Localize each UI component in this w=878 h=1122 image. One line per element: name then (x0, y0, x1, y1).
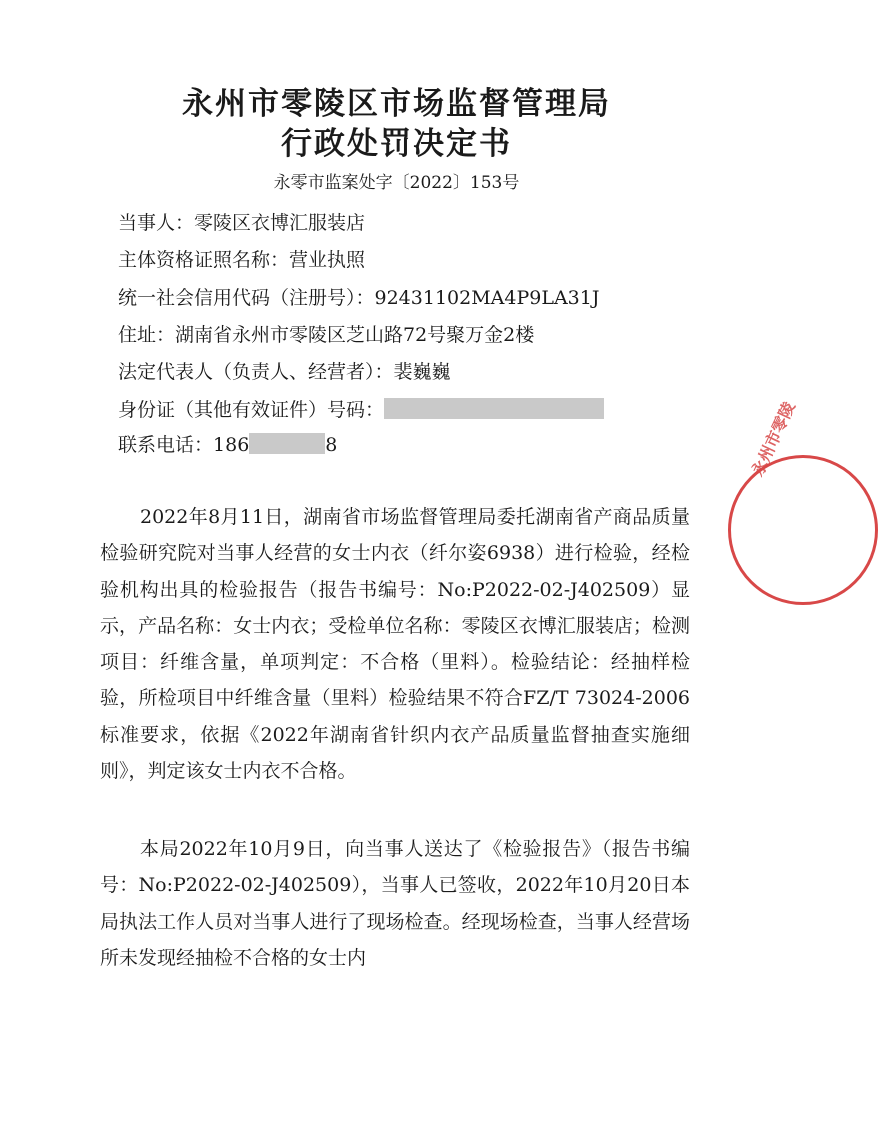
phone-redaction (249, 433, 325, 454)
body-paragraph-2: 本局2022年10月9日，向当事人送达了《检验报告》（报告书编号：No:P2022-02-J402509），当事人已签收，2022年10月20日本局执法工作人员对当事人进行了现场检查。经现场检查，当事人经营场所未发现经抽检不合格的女士内 (100, 838, 690, 969)
document-title-line2: 行政处罚决定书 (281, 126, 512, 162)
official-seal (728, 455, 878, 605)
phone-prefix: 186 (213, 434, 250, 456)
party-field: 当事人：零陵区衣博汇服装店 (118, 212, 366, 234)
id-number-field (118, 398, 604, 422)
document-number: 永零市监案处字〔2022〕153号 (273, 173, 520, 193)
phone-label: 联系电话： (118, 434, 214, 456)
credit-code-field: 统一社会信用代码（注册号）：92431102MA4P9LA31J (118, 287, 600, 309)
id-number-redaction (384, 398, 604, 419)
phone-field (118, 433, 337, 457)
qualification-field: 主体资格证照名称：营业执照 (118, 249, 366, 271)
id-number-label: 身份证（其他有效证件）号码： (118, 399, 385, 421)
address-field: 住址：湖南省永州市零陵区芝山路72号聚万金2楼 (118, 324, 535, 346)
body-paragraph-1: 2022年8月11日，湖南省市场监督管理局委托湖南省产商品质量检验研究院对当事人经营的女士内衣（纤尔姿6938）进行检验，经检验机构出具的检验报告（报告书编号：No:P2022-02-J402509）显示，产品名称：女士内衣；受检单位名称：零陵区衣博汇服装店；检测项目：纤维含量，单项判定：不合格（里料）。检验结论：经抽样检验，所检项目中纤维含量（里料）检验结果不符合FZ/T 73024-2006标准要求，依据《2022年湖南省针织内衣产品质量监督抽查实施细则》，判定该女士内衣不合格。 (100, 506, 690, 783)
phone-suffix: 8 (325, 434, 338, 456)
document-title-line1: 永州市零陵区市场监督管理局 (182, 86, 611, 122)
legal-rep-field: 法定代表人（负责人、经营者）：裴巍巍 (118, 361, 451, 383)
official-seal-text: 永州市零陵 (747, 398, 799, 480)
